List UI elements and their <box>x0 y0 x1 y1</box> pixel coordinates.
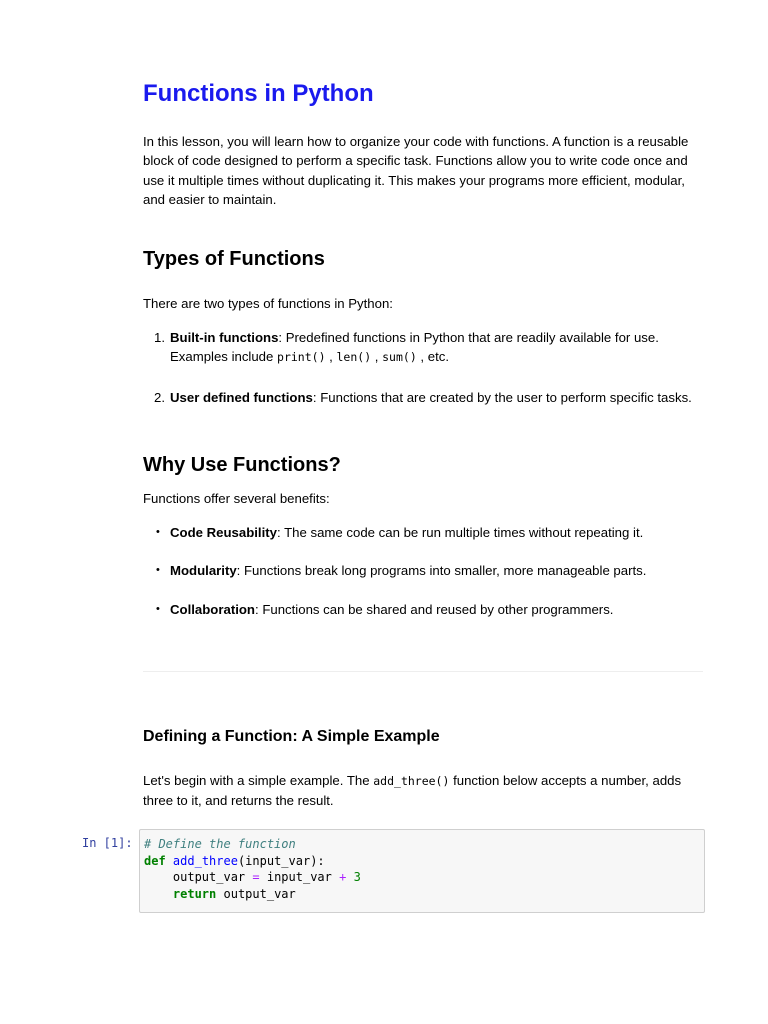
code-line-2: def add_three(input_var): <box>144 853 325 868</box>
term-user-defined: User defined functions <box>170 390 313 405</box>
code-len: len() <box>336 350 372 365</box>
code-print: print() <box>277 350 326 365</box>
example-paragraph: Let's begin with a simple example. The add_three() function below accepts a number, adds three to it, and returns the result. <box>143 773 682 809</box>
code-line-4: return output_var <box>172 886 296 901</box>
types-lead: There are two types of functions in Python: <box>143 296 393 311</box>
code-line-3: output_var = input_var + 3 <box>172 870 361 884</box>
why-lead: Functions offer several benefits: <box>143 491 330 506</box>
list-item-user-defined: 2. User defined functions: Functions that are created by the user to perform specific tasks. <box>154 390 692 405</box>
types-heading: Types of Functions <box>143 248 325 270</box>
cell-divider <box>143 671 703 672</box>
code-line-1: # Define the function <box>144 837 296 851</box>
term-builtin: Built-in functions <box>170 330 279 345</box>
why-heading: Why Use Functions? <box>143 454 341 476</box>
list-item-modularity: • Modularity: Functions break long programs into smaller, more manageable parts. <box>156 563 647 578</box>
list-item-reusability: • Code Reusability: The same code can be run multiple times without repeating it. <box>156 525 644 540</box>
list-item-builtin: 1. Built-in functions: Predefined functions in Python that are readily available for use. Examples include print() , len() , sum() , etc. <box>154 330 659 365</box>
example-heading: Defining a Function: A Simple Example <box>143 728 440 745</box>
code-add-three: add_three() <box>373 774 450 788</box>
code-cell[interactable] <box>139 829 705 913</box>
cell-prompt: In [1]: <box>82 836 133 850</box>
page-title: Functions in Python <box>143 80 374 107</box>
intro-paragraph: In this lesson, you will learn how to organize your code with functions. A function is a reusable block of code designed to perform a specific task. Functions allow you to write code once and use it multiple times without duplicating it. This makes your programs more efficient, modular, and easier to maintain. <box>143 134 689 207</box>
code-sum: sum() <box>382 350 417 365</box>
list-item-collaboration: • Collaboration: Functions can be shared and reused by other programmers. <box>156 602 614 617</box>
